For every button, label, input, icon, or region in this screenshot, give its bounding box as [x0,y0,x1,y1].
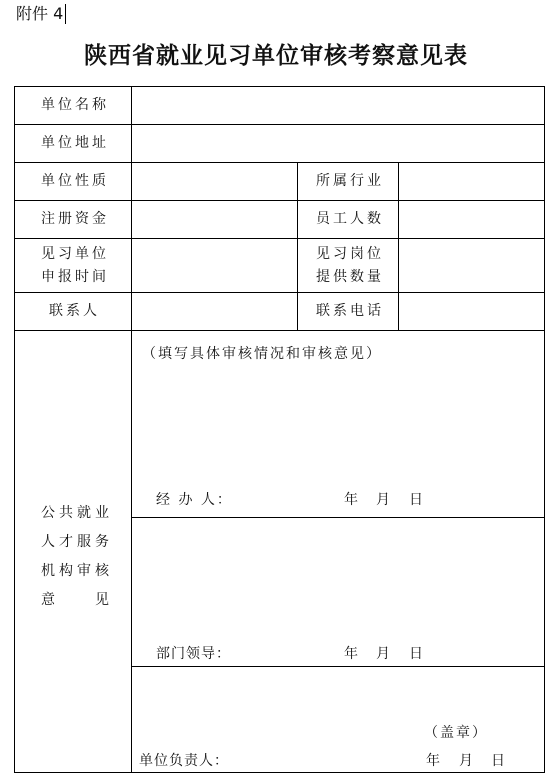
label-contact-person: 联系人 [49,303,100,319]
row-divider [14,200,545,201]
row-divider [14,162,545,163]
handler-day: 日 [409,492,426,508]
handler-year: 年 [344,492,361,508]
review-side-label-line4: 意 见 [41,592,113,608]
handler-label: 经 办 人： [156,492,233,508]
label-unit-nature: 单位性质 [41,173,109,189]
table-border-bottom [14,772,545,773]
label-industry: 所属行业 [316,173,384,189]
section-divider [131,666,545,667]
dept-leader-month: 月 [376,646,393,662]
label-positions-line2: 提供数量 [316,269,384,285]
review-instruction: （填写具体审核情况和审核意见） [142,346,382,362]
review-side-label-line2: 人才服务 [41,534,113,550]
label-registered-capital: 注册资金 [41,211,109,227]
table-border-top [14,86,545,87]
unit-leader-day: 日 [491,753,508,769]
attachment-label: 附件 4 [16,4,66,24]
row-divider [14,292,545,293]
row-divider [14,238,545,239]
table-border-left [14,86,15,773]
dept-leader-year: 年 [344,646,361,662]
column-divider [398,162,399,330]
unit-leader-label: 单位负责人： [139,753,229,769]
label-report-time-line1: 见习单位 [41,246,109,262]
review-side-label-line3: 机构审核 [41,563,113,579]
column-divider [297,162,298,330]
section-divider [131,517,545,518]
label-contact-phone: 联系电话 [316,303,384,319]
dept-leader-day: 日 [409,646,426,662]
review-side-label-line1: 公共就业 [41,505,113,521]
row-divider [14,124,545,125]
unit-leader-year: 年 [426,753,443,769]
dept-leader-label: 部门领导： [156,646,231,662]
page-title: 陕西省就业见习单位审核考察意见表 [84,43,468,69]
label-unit-address: 单位地址 [41,135,109,151]
label-positions-line1: 见习岗位 [316,246,384,262]
label-report-time-line2: 申报时间 [41,269,109,285]
seal-label: （盖章） [424,725,488,741]
row-divider [14,330,545,331]
label-unit-name: 单位名称 [41,97,109,113]
column-divider [131,86,132,773]
unit-leader-month: 月 [459,753,476,769]
label-employee-count: 员工人数 [316,211,384,227]
handler-month: 月 [376,492,393,508]
table-border-right [544,86,545,773]
